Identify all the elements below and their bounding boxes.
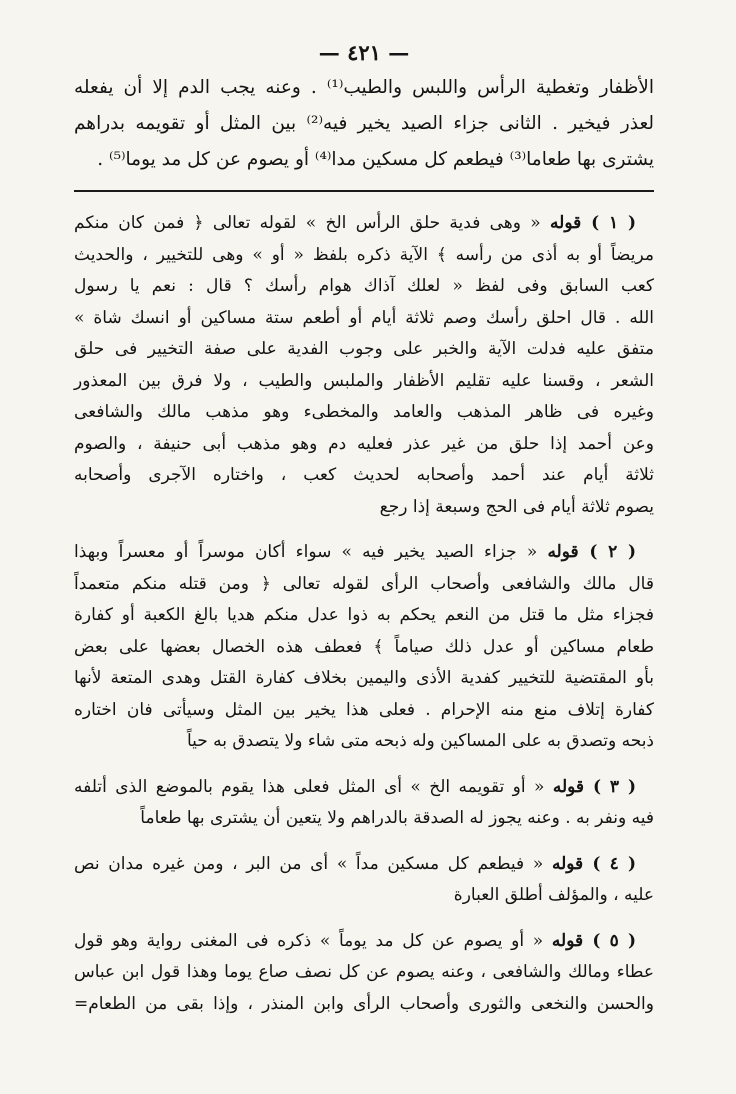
footnote-line: « فيطعم كل مسكين مداً » أى من البر ، ومن غيره مدان نص (74, 853, 544, 874)
footnote-marker: ( ٣ ) قوله (552, 776, 637, 797)
footnote-line: والحسن والنخعى والثورى وأصحاب الرأى وابن المنذر ، وإذا بقى من الطعام= (74, 993, 654, 1014)
footnote-line: يصوم ثلاثة أيام فى الحج وسبعة إذا رجع (379, 496, 654, 517)
footnote-marker: ( ٤ ) قوله (551, 853, 636, 874)
footnote-line: كعب السابق وفى لفظ « لعلك آذاك هوام رأسك ؟ قال : نعم يا رسول (74, 276, 654, 296)
footnote-line: قال مالك والشافعى وأصحاب الرأى لقوله تعالى ﴿ ومن قتله منكم متعمداً (74, 573, 654, 594)
footnote-line: كفارة إتلاف منع منه الإحرام . فعلى هذا يخير بين المثل وسيأتى فان اختاره (74, 699, 654, 720)
footnote-line: « وهى فدية حلق الرأس الخ » لقوله تعالى ﴿ فمن كان منكم (74, 213, 541, 233)
main-text-line: يشترى بها طعاما⁽³⁾ فيطعم كل مسكين مدا⁽⁴⁾ أو يصوم عن كل مد يوما⁽⁵⁾ . (97, 149, 654, 170)
footnote-marker: ( ٥ ) قوله (551, 930, 636, 951)
footnote-line: وغيره فى ظاهر المذهب والعامد والمخطىء وهو مذهب مالك والشافعى (74, 402, 654, 422)
footnote-line: مريضاً أو به أذى من رأسه ﴾ الآية ذكره بلفظ « أو » وهى للتخيير ، والحديث (74, 244, 654, 265)
footnote-line: « جزاء الصيد يخير فيه » سواء أكان موسراً أو معسراً وبهذا (74, 542, 538, 562)
footnote-line: فيه ونفر به . وعنه يجوز له الصدقة بالدراهم ولا يتعين أن يشترى بها طعاماً (140, 808, 654, 828)
footnote-line: « أو يصوم عن كل مد يوماً » ذكره فى المغنى رواية وهو قول (74, 930, 544, 951)
footnote-3 (74, 772, 654, 835)
footnote-line: الله . قال احلق رأسك وصم ثلاثة أيام أو أطعم ستة مساكين أو انسك شاة » (74, 307, 654, 328)
footnote-line: بأو المقتضية للتخيير كفدية الأذى واليمين بخلاف كفارة القتل وهدى المتعة لأنها (74, 668, 654, 688)
footnote-line: « أو تقويمه الخ » أى المثل فعلى هذا يقوم بالموضع الذى أتلفه (74, 776, 545, 797)
footnote-line: الشعر ، وقسنا عليه تقليم الأظفار والملبس والطيب ، ولا فرق بين المعذور (74, 370, 654, 391)
footnote-divider (74, 190, 654, 192)
footnote-line: ذبحه وتصدق به على المساكين وله ذبحه متى شاء ولا يتصدق به حياً (186, 731, 654, 751)
footnote-line: طعام مساكين أو عدل ذلك صياماً ﴾ فعطف هذه الخصال بعضها على بعض (74, 636, 654, 657)
footnote-line: عليه ، والمؤلف أطلق العبارة (453, 885, 654, 905)
page-number: — ٤٢١ — (318, 40, 410, 65)
footnote-2 (74, 537, 654, 758)
footnote-line: ثلاثة أيام عند أحمد وأصحابه لحديث كعب ، واختاره الآجرى وأصحابه (74, 465, 654, 485)
footnote-4 (74, 849, 654, 912)
footnote-line: متفق عليه فدلت الآية والخبر على وجوب الفدية على صفة التخيير فى حلق (74, 339, 654, 359)
main-text (74, 70, 654, 178)
footnote-5 (74, 926, 654, 1021)
footnote-1 (74, 208, 654, 523)
main-text-line: لعذر فيخير . الثانى جزاء الصيد يخير فيه⁽²⁾ بين المثل أو تقويمه بدراهم (74, 113, 654, 134)
footnote-line: عطاء ومالك والشافعى ، وعنه يصوم عن كل نصف صاع يوما وهذا قول ابن عباس (74, 962, 654, 982)
footnote-marker: ( ٢ ) قوله (547, 542, 637, 562)
footnote-marker: ( ١ ) قوله (550, 213, 636, 233)
main-text-line: الأظفار وتغطية الرأس واللبس والطيب⁽¹⁾ . وعنه يجب الدم إلا أن يفعله (74, 77, 654, 98)
footnotes (74, 208, 654, 1020)
footnote-line: فجزاء مثل ما قتل من النعم يحكم به ذوا عدل منكم هديا بالغ الكعبة أو كفارة (74, 605, 654, 625)
footnote-line: وعن أحمد إذا حلق من غير عذر فعليه دم وهو مذهب أبى حنيفة ، والصوم (74, 433, 654, 454)
